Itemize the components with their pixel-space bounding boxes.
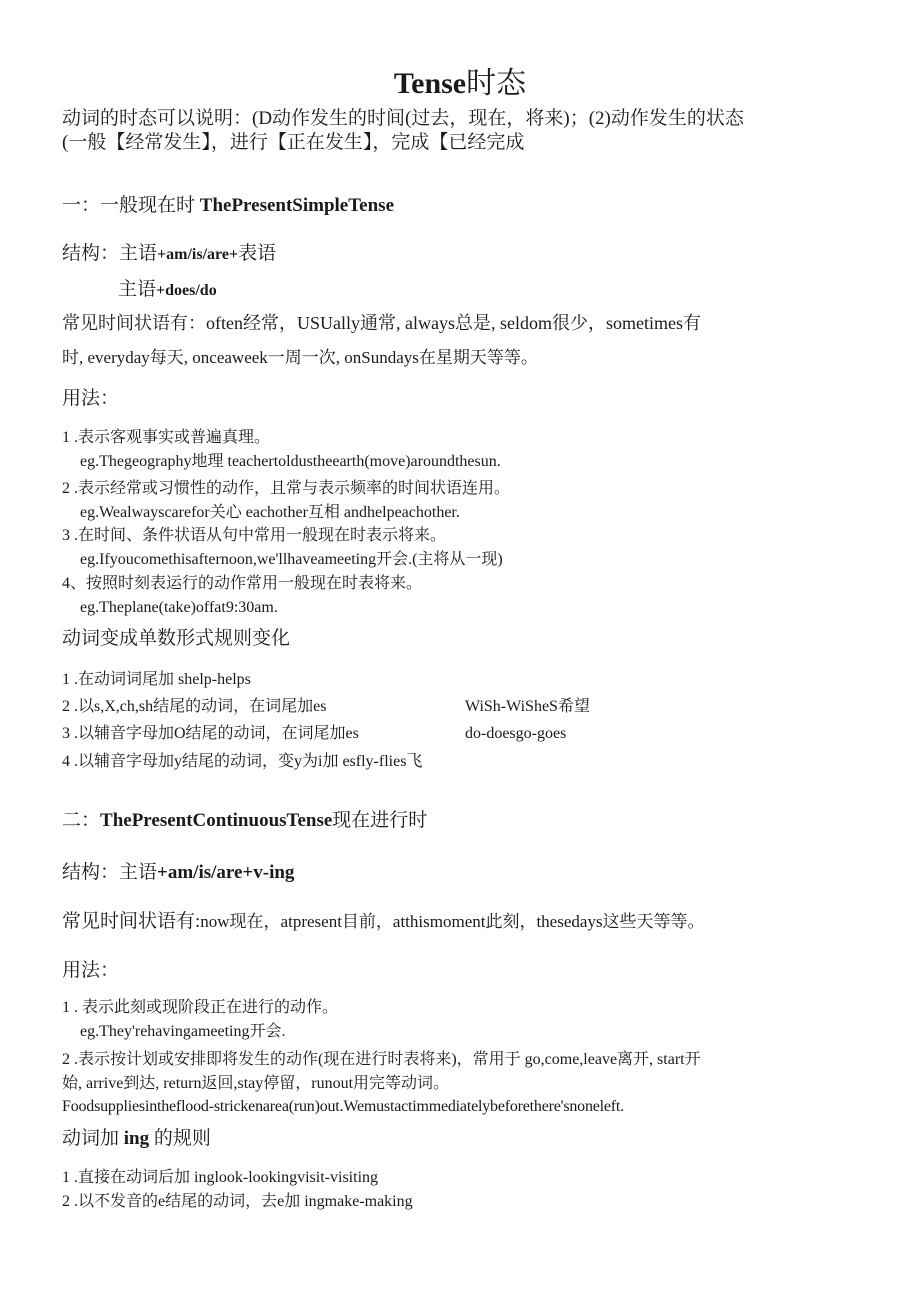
page-title <box>0 66 920 102</box>
section2-structure <box>62 862 294 885</box>
structure-label: 结构：主语 <box>62 862 158 883</box>
rule-item: 4 .以辅音字母加y结尾的动词，变y为i加 esfly-flies飞 <box>62 753 423 770</box>
rule-item: 2 .以s,X,ch,sh结尾的动词，在词尾加es <box>62 698 327 715</box>
section1-structure <box>62 243 276 266</box>
structure2-formula: +does/do <box>156 282 217 299</box>
section1-heading <box>62 195 394 218</box>
section1-time-line-2: 时, everyday每天, onceaweek一周一次, onSundays在星期天等等。 <box>62 348 538 367</box>
rules-heading: 动词变成单数形式规则变化 <box>62 628 291 649</box>
ing-heading-bold: ing <box>123 1128 150 1149</box>
usage-item: 4、按照时刻表运行的动作常用一般现在时表将来。 <box>62 575 423 592</box>
intro-line-1: 动词的时态可以说明：(D动作发生的时间(过去，现在，将来)；(2)动作发生的状态 <box>62 108 744 129</box>
usage-item: 2 .表示经常或习惯性的动作，且常与表示频率的时间状语连用。 <box>62 480 511 497</box>
usage-item: 始, arrive到达, return返回,stay停留，runout用完等动词。 <box>62 1075 450 1092</box>
structure-tail: 表语 <box>238 243 277 264</box>
title-zh: 时态 <box>466 67 527 100</box>
structure2-label: 主语 <box>118 279 157 300</box>
usage-example: eg.They'rehavingameeting开会. <box>80 1023 286 1040</box>
intro-line-2: (一般【经常发生】，进行【正在发生】，完成【已经完成 <box>62 132 525 153</box>
usage-example: eg.Theplane(take)offat9:30am. <box>80 599 278 616</box>
section2-usage-label: 用法： <box>62 960 120 981</box>
section2-time <box>62 911 705 934</box>
structure-formula: +am/is/are+ <box>157 246 239 263</box>
section2-heading-prefix: 二： <box>62 810 101 831</box>
usage-example: eg.Thegeography地理 teachertoldustheearth(move)aroundthesun. <box>80 453 501 470</box>
rule-example: WiSh-WiSheS希望 <box>465 698 590 715</box>
section2-heading-en: ThePresentContinuousTense <box>100 810 333 831</box>
time-label: 常见时间状语有: <box>62 911 201 932</box>
ing-rule: 1 .直接在动词后加 inglook-lookingvisit-visiting <box>62 1169 379 1186</box>
usage-item: 1 . 表示此刻或现阶段正在进行的动作。 <box>62 999 339 1016</box>
rule-item: 1 .在动词词尾加 shelp-helps <box>62 671 251 688</box>
rule-example: do-doesgo-goes <box>465 725 567 742</box>
section1-structure-2 <box>118 279 217 302</box>
section2-heading <box>62 810 427 833</box>
ing-rule: 2 .以不发音的e结尾的动词，去e加 ingmake-making <box>62 1193 413 1210</box>
title-en: Tense <box>393 67 467 100</box>
time-text: now现在，atpresent目前，atthismoment此刻，thesedays这些天等等。 <box>200 912 705 931</box>
section2-heading-zh: 现在进行时 <box>332 810 428 831</box>
section1-usage-label: 用法： <box>62 388 120 409</box>
usage-item: 2 .表示按计划或安排即将发生的动作(现在进行时表将来)，常用于 go,come,leave离开, start开 <box>62 1051 701 1068</box>
rule-item: 3 .以辅音字母加O结尾的动词，在词尾加es <box>62 725 359 742</box>
usage-example: eg.Ifyoucomethisafternoon,we'llhaveameeting开会.(主将从一现) <box>80 551 503 568</box>
usage-example: eg.Wealwayscarefor关心 eachother互相 andhelpeachother. <box>80 504 460 521</box>
structure-label: 结构：主语 <box>62 243 158 264</box>
ing-heading-prefix: 动词加 <box>62 1128 124 1149</box>
usage-item: 1 .表示客观事实或普遍真理。 <box>62 429 271 446</box>
ing-heading <box>62 1128 211 1151</box>
usage-example: Foodsuppliesintheflood-strickenarea(run)out.Wemustactimmediatelybeforethere'snoneleft. <box>62 1098 624 1115</box>
usage-item: 3 .在时间、条件状语从句中常用一般现在时表示将来。 <box>62 527 447 544</box>
ing-heading-suffix: 的规则 <box>149 1128 211 1149</box>
section1-heading-en: ThePresentSimpleTense <box>199 195 394 216</box>
section1-time-line-1: 常见时间状语有：often经常，USUally通常, always总是, seldom很少，sometimes有 <box>62 313 701 333</box>
section1-heading-prefix: 一：一般现在时 <box>62 195 200 216</box>
structure-formula: +am/is/are+v-ing <box>157 862 295 883</box>
